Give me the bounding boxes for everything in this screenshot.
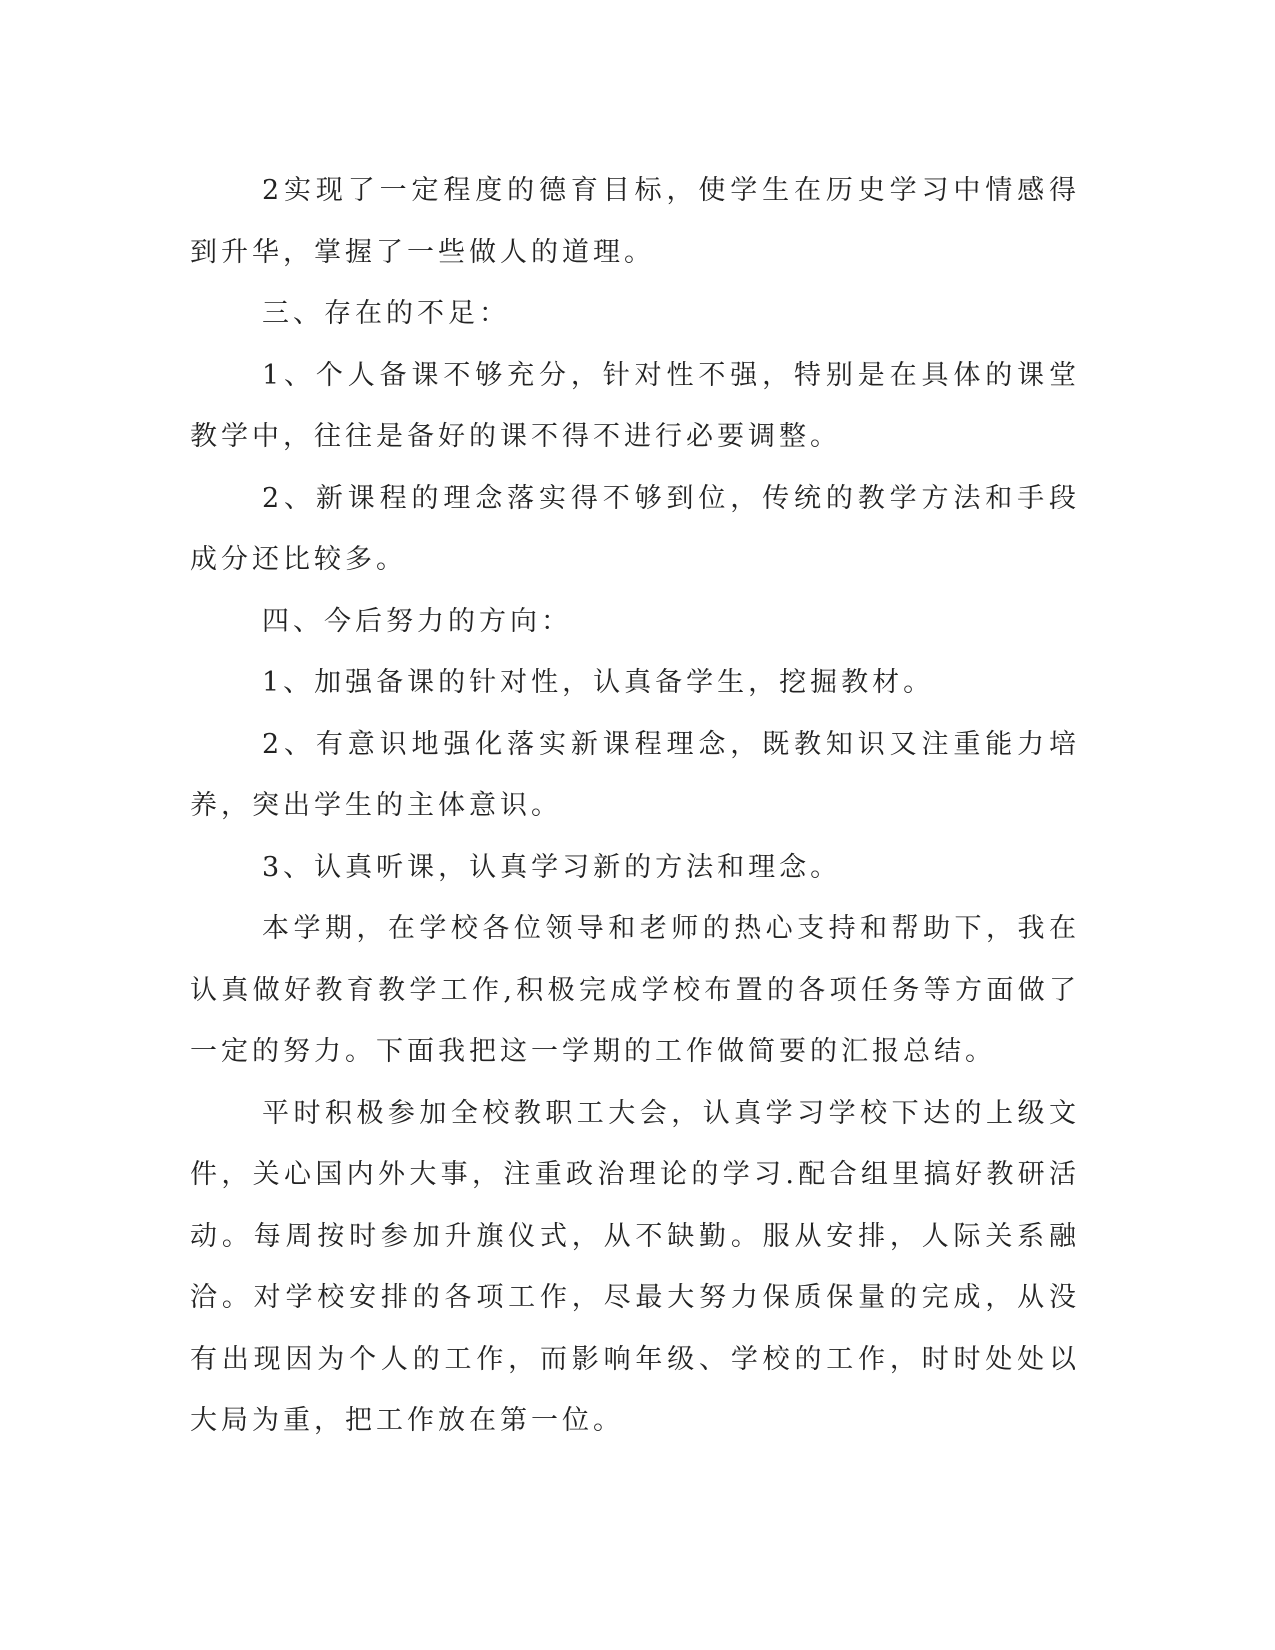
- document-body: [190, 160, 1080, 1452]
- paragraph-daily-work: 平时积极参加全校教职工大会，认真学习学校下达的上级文件，关心国内外大事，注重政治理论的学习.配合组里搞好教研活动。每周按时参加升旗仪式，从不缺勤。服从安排，人际关系融洽。对学校安排的各项工作，尽最大努力保质保量的完成，从没有出现因为个人的工作，而影响年级、学校的工作，时时处处以大局为重，把工作放在第一位。: [190, 1097, 1080, 1436]
- paragraph-direction-2: 2、有意识地强化落实新课程理念，既教知识又注重能力培养，突出学生的主体意识。: [190, 728, 1080, 821]
- heading-future-direction: 四、今后努力的方向：: [262, 605, 572, 637]
- paragraph-direction-1: 1、加强备课的针对性，认真备学生，挖掘教材。: [262, 667, 935, 698]
- paragraph-direction-3: 3、认真听课，认真学习新的方法和理念。: [262, 851, 842, 883]
- heading-shortcomings: 三、存在的不足：: [262, 298, 510, 329]
- paragraph-shortcoming-2: 2、新课程的理念落实得不够到位，传统的教学方法和手段成分还比较多。: [190, 482, 1080, 575]
- paragraph-shortcoming-1: 1、个人备课不够充分，针对性不强，特别是在具体的课堂教学中，往往是备好的课不得不进行必要调整。: [190, 359, 1080, 452]
- paragraph-moral-goal: 2实现了一定程度的德育目标，使学生在历史学习中情感得到升华，掌握了一些做人的道理。: [190, 175, 1080, 268]
- paragraph-semester-intro: 本学期，在学校各位领导和老师的热心支持和帮助下，我在认真做好教育教学工作,积极完成学校布置的各项任务等方面做了一定的努力。下面我把这一学期的工作做简要的汇报总结。: [190, 913, 1080, 1067]
